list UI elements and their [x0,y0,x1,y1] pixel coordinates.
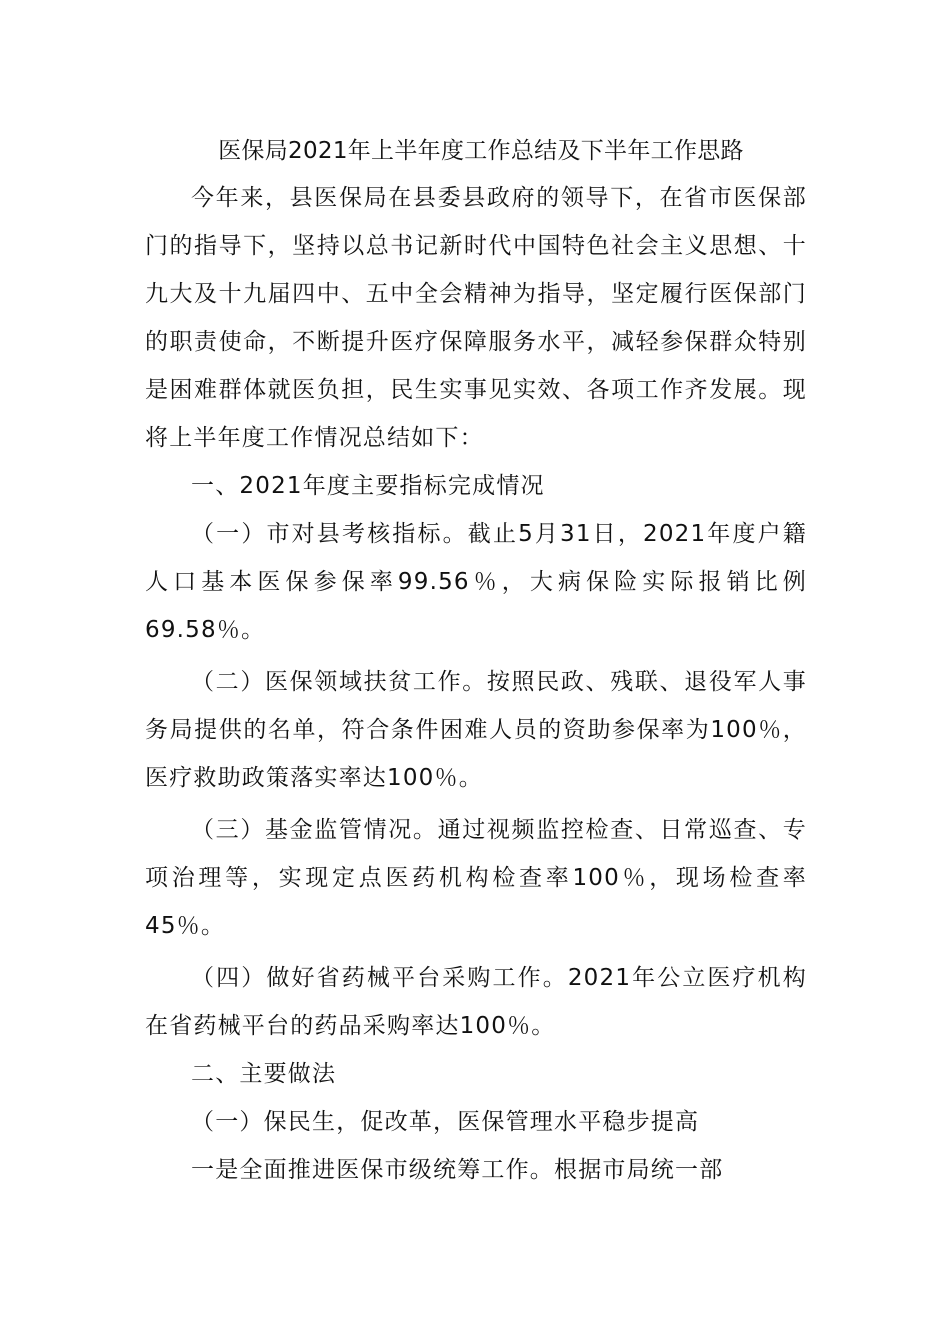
section-heading-1: 一、2021年度主要指标完成情况 [191,473,545,499]
indicator-paragraph-3: （三）基金监管情况。通过视频监控检查、日常巡查、专项治理等，实现定点医药机构检查率100％，现场检查率45％。 [145,817,807,939]
indicator-paragraph-1: （一）市对县考核指标。截止5月31日，2021年度户籍人口基本医保参保率99.56％，大病保险实际报销比例69.58％。 [145,521,807,643]
indicator-paragraph-4: （四）做好省药械平台采购工作。2021年公立医疗机构在省药械平台的药品采购率达100％。 [145,965,807,1039]
practice-paragraph-1: 一是全面推进医保市级统筹工作。根据市局统一部 [191,1157,724,1183]
document-body [145,128,807,1194]
intro-paragraph: 今年来，县医保局在县委县政府的领导下，在省市医保部门的指导下，坚持以总书记新时代中国特色社会主义思想、十九大及十九届四中、五中全会精神为指导，坚定履行医保部门的职责使命，不断提升医疗保障服务水平，减轻参保群众特别是困难群体就医负担，民生实事见实效、各项工作齐发展。现将上半年度工作情况总结如下： [145,185,807,451]
indicator-paragraph-2: （二）医保领域扶贫工作。按照民政、残联、退役军人事务局提供的名单，符合条件困难人员的资助参保率为100％，医疗救助政策落实率达100％。 [145,669,807,791]
subsection-heading-1: （一）保民生，促改革，医保管理水平稳步提高 [191,1109,700,1135]
section-heading-2: 二、主要做法 [191,1061,337,1087]
document-title: 医保局2021年上半年度工作总结及下半年工作思路 [218,138,744,164]
